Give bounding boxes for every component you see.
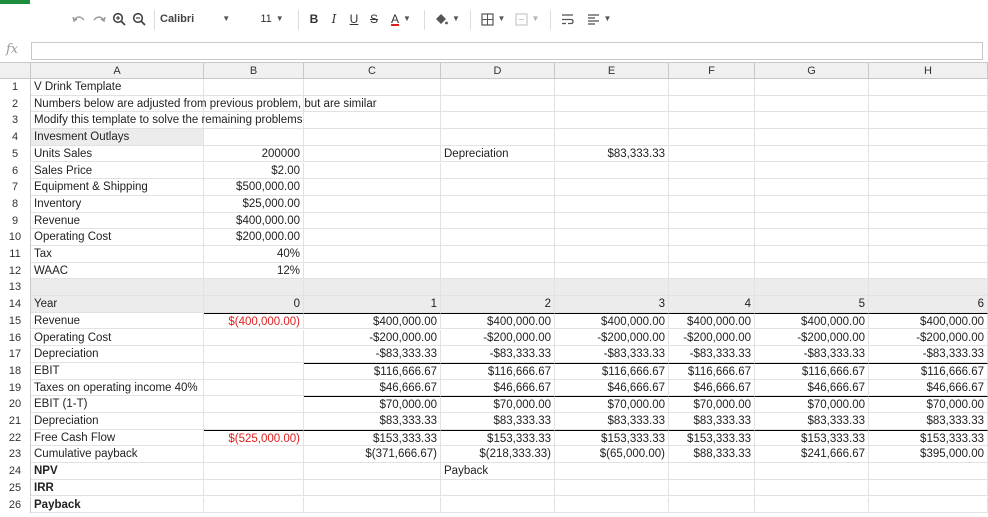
cell-h15[interactable]: $400,000.00 [869,313,988,330]
cell-c8[interactable] [304,196,441,213]
column-header-e[interactable]: E [555,63,669,79]
cell-b4[interactable] [204,129,304,146]
cell-c25[interactable] [304,480,441,497]
cell-f7[interactable] [669,179,755,196]
formula-input[interactable] [31,42,983,60]
strikethrough-button[interactable]: S [369,12,378,26]
cell-e7[interactable] [555,179,669,196]
row-header[interactable]: 26 [0,497,31,514]
align-left-icon [587,13,600,26]
cell-b15[interactable]: $(400,000.00) [204,313,304,330]
row-header[interactable]: 16 [0,330,31,347]
cell-c3[interactable] [304,112,441,129]
cell-e10[interactable] [555,229,669,246]
cell-d19[interactable]: $46,666.67 [441,380,555,397]
row-header[interactable]: 7 [0,179,31,196]
cell-g4[interactable] [755,129,869,146]
cell-e2[interactable] [555,96,669,113]
row-header[interactable]: 9 [0,213,31,230]
cell-h12[interactable] [869,263,988,280]
cell-g25[interactable] [755,480,869,497]
cell-h11[interactable] [869,246,988,263]
cell-f3[interactable] [669,112,755,129]
cell-d16[interactable]: -$200,000.00 [441,330,555,347]
cell-h8[interactable] [869,196,988,213]
cell-c12[interactable] [304,263,441,280]
cell-g10[interactable] [755,229,869,246]
cell-f16[interactable]: -$200,000.00 [669,330,755,347]
cell-e17[interactable]: -$83,333.33 [555,346,669,363]
cell-g19[interactable]: $46,666.67 [755,380,869,397]
cell-c11[interactable] [304,246,441,263]
cell-h16[interactable]: -$200,000.00 [869,330,988,347]
cell-h3[interactable] [869,112,988,129]
column-header-h[interactable]: H [869,63,988,79]
cell-g5[interactable] [755,146,869,163]
align-button[interactable] [584,8,614,30]
cell-d6[interactable] [441,163,555,180]
cell-b10[interactable]: $200,000.00 [204,229,304,246]
cell-h1[interactable] [869,79,988,96]
cell-b25[interactable] [204,480,304,497]
cell-a3[interactable]: Modify this template to solve the remaining problems [31,112,204,129]
cell-b1[interactable] [204,79,304,96]
cell-f21[interactable]: $83,333.33 [669,413,755,430]
toolbar-divider [424,10,425,30]
row-header[interactable]: 19 [0,380,31,397]
cell-d17[interactable]: -$83,333.33 [441,346,555,363]
cell-g23[interactable]: $241,666.67 [755,446,869,463]
cell-d25[interactable] [441,480,555,497]
cell-d26[interactable] [441,497,555,514]
cell-f25[interactable] [669,480,755,497]
cell-g2[interactable] [755,96,869,113]
redo-icon[interactable] [90,8,108,30]
cell-b3[interactable] [204,112,304,129]
row-header[interactable]: 15 [0,313,31,330]
cell-f10[interactable] [669,229,755,246]
cell-e15[interactable]: $400,000.00 [555,313,669,330]
row-header[interactable]: 20 [0,396,31,413]
cell-e26[interactable] [555,497,669,514]
cell-c1[interactable] [304,79,441,96]
cell-d21[interactable]: $83,333.33 [441,413,555,430]
row-header[interactable]: 14 [0,296,31,313]
cell-b19[interactable] [204,380,304,397]
cell-e22[interactable]: $153,333.33 [555,430,669,447]
cell-a7[interactable]: Equipment & Shipping [31,179,204,196]
cell-h5[interactable] [869,146,988,163]
cell-f22[interactable]: $153,333.33 [669,430,755,447]
cell-a8[interactable]: Inventory [31,196,204,213]
cell-f18[interactable]: $116,666.67 [669,363,755,380]
cell-d4[interactable] [441,129,555,146]
cell-d3[interactable] [441,112,555,129]
cell-c18[interactable]: $116,666.67 [304,363,441,380]
cell-c4[interactable] [304,129,441,146]
cell-e11[interactable] [555,246,669,263]
column-header-c[interactable]: C [304,63,441,79]
cell-c22[interactable]: $153,333.33 [304,430,441,447]
cell-e14[interactable]: 3 [555,296,669,313]
cell-e25[interactable] [555,480,669,497]
cell-f15[interactable]: $400,000.00 [669,313,755,330]
cell-c9[interactable] [304,213,441,230]
cell-a22[interactable]: Free Cash Flow [31,430,204,447]
toolbar [0,0,988,41]
cell-g13[interactable] [755,279,869,296]
chevron-down-icon: ▼ [275,14,284,23]
paint-bucket-icon [434,12,448,26]
cell-h23[interactable]: $395,000.00 [869,446,988,463]
cell-c20[interactable]: $70,000.00 [304,396,441,413]
chevron-down-icon: ▼ [603,14,612,23]
cell-b23[interactable] [204,446,304,463]
cell-f11[interactable] [669,246,755,263]
cell-a24[interactable]: NPV [31,463,204,480]
toolbar-divider [154,10,155,30]
cell-g8[interactable] [755,196,869,213]
cell-c23[interactable]: $(371,666.67) [304,446,441,463]
cell-h25[interactable] [869,480,988,497]
cell-g15[interactable]: $400,000.00 [755,313,869,330]
wrap-text-button[interactable] [558,8,576,30]
cell-d9[interactable] [441,213,555,230]
cell-h9[interactable] [869,213,988,230]
merge-icon [515,13,528,26]
cell-g3[interactable] [755,112,869,129]
cell-a17[interactable]: Depreciation [31,346,204,363]
cell-b5[interactable]: 200000 [204,146,304,163]
cell-a4[interactable]: Invesment Outlays [31,129,204,146]
cell-h17[interactable]: -$83,333.33 [869,346,988,363]
cell-h13[interactable] [869,279,988,296]
cell-h19[interactable]: $46,666.67 [869,380,988,397]
cell-e3[interactable] [555,112,669,129]
column-header-d[interactable]: D [441,63,555,79]
cell-c26[interactable] [304,497,441,514]
cell-e23[interactable]: $(65,000.00) [555,446,669,463]
row-header[interactable]: 17 [0,346,31,363]
cell-f26[interactable] [669,497,755,514]
cell-c16[interactable]: -$200,000.00 [304,330,441,347]
font-color-icon: A [391,12,400,26]
cell-f17[interactable]: -$83,333.33 [669,346,755,363]
cell-d10[interactable] [441,229,555,246]
cell-a18[interactable]: EBIT [31,363,204,380]
borders-icon [481,13,494,26]
cell-e20[interactable]: $70,000.00 [555,396,669,413]
row-header[interactable]: 18 [0,363,31,380]
cell-b20[interactable] [204,396,304,413]
cell-e9[interactable] [555,213,669,230]
cell-a15[interactable]: Revenue [31,313,204,330]
cell-e19[interactable]: $46,666.67 [555,380,669,397]
cell-e1[interactable] [555,79,669,96]
cell-h2[interactable] [869,96,988,113]
row-header[interactable]: 22 [0,430,31,447]
cell-d12[interactable] [441,263,555,280]
cell-e6[interactable] [555,163,669,180]
cell-h7[interactable] [869,179,988,196]
bold-button[interactable]: B [309,12,319,26]
toolbar-divider [470,10,471,30]
cell-a25[interactable]: IRR [31,480,204,497]
cell-a16[interactable]: Operating Cost [31,330,204,347]
cell-g21[interactable]: $83,333.33 [755,413,869,430]
cell-f23[interactable]: $88,333.33 [669,446,755,463]
toolbar-divider [298,10,299,30]
chevron-down-icon: ▼ [403,14,411,23]
row-header[interactable]: 24 [0,463,31,480]
cell-d5[interactable]: Depreciation [441,146,555,163]
row-header[interactable]: 6 [0,163,31,180]
borders-button[interactable] [478,8,508,30]
row-header[interactable]: 3 [0,112,31,129]
cell-b18[interactable] [204,363,304,380]
cell-b24[interactable] [204,463,304,480]
cell-g20[interactable]: $70,000.00 [755,396,869,413]
column-header-a[interactable]: A [31,63,204,79]
cell-f19[interactable]: $46,666.67 [669,380,755,397]
cell-b8[interactable]: $25,000.00 [204,196,304,213]
cell-a23[interactable]: Cumulative payback [31,446,204,463]
cell-b14[interactable]: 0 [204,296,304,313]
cell-b7[interactable]: $500,000.00 [204,179,304,196]
cell-b17[interactable] [204,346,304,363]
cell-d7[interactable] [441,179,555,196]
cell-d18[interactable]: $116,666.67 [441,363,555,380]
chevron-down-icon: ▼ [531,14,540,23]
cell-g1[interactable] [755,79,869,96]
cell-d24[interactable]: Payback [441,463,555,480]
select-all-corner[interactable] [0,63,31,79]
cell-g11[interactable] [755,246,869,263]
cell-c19[interactable]: $46,666.67 [304,380,441,397]
cell-c14[interactable]: 1 [304,296,441,313]
cell-a21[interactable]: Depreciation [31,413,204,430]
cell-a6[interactable]: Sales Price [31,163,204,180]
cell-h14[interactable]: 6 [869,296,988,313]
cell-h18[interactable]: $116,666.67 [869,363,988,380]
cell-a11[interactable]: Tax [31,246,204,263]
formula-bar [0,40,988,63]
cell-d15[interactable]: $400,000.00 [441,313,555,330]
cell-b16[interactable] [204,330,304,347]
underline-button[interactable]: U [349,12,359,26]
chevron-down-icon: ▼ [222,14,231,23]
cell-b9[interactable]: $400,000.00 [204,213,304,230]
cell-f24[interactable] [669,463,755,480]
cell-h10[interactable] [869,229,988,246]
chevron-down-icon: ▼ [452,14,460,23]
zoom-in-icon[interactable] [110,8,128,30]
cell-a14[interactable]: Year [31,296,204,313]
cell-g18[interactable]: $116,666.67 [755,363,869,380]
merge-cells-button[interactable] [512,8,542,30]
cell-d13[interactable] [441,279,555,296]
cell-f8[interactable] [669,196,755,213]
cell-g26[interactable] [755,497,869,514]
cell-f13[interactable] [669,279,755,296]
cell-f5[interactable] [669,146,755,163]
cell-b21[interactable] [204,413,304,430]
font-name-value: Calibri [160,13,195,25]
cell-e13[interactable] [555,279,669,296]
cell-d1[interactable] [441,79,555,96]
cell-c7[interactable] [304,179,441,196]
cell-g22[interactable]: $153,333.33 [755,430,869,447]
cell-g9[interactable] [755,213,869,230]
cell-c24[interactable] [304,463,441,480]
cell-b26[interactable] [204,497,304,514]
row-header[interactable]: 5 [0,146,31,163]
cell-e12[interactable] [555,263,669,280]
toolbar-divider [550,10,551,30]
cell-a2[interactable]: Numbers below are adjusted from previous problem, but are similar [31,96,204,113]
row-header[interactable]: 2 [0,96,31,113]
cell-d8[interactable] [441,196,555,213]
cell-g12[interactable] [755,263,869,280]
cell-c2[interactable] [304,96,441,113]
italic-button[interactable]: I [331,12,337,26]
cell-b22[interactable]: $(525,000.00) [204,430,304,447]
cell-b13[interactable] [204,279,304,296]
cell-e18[interactable]: $116,666.67 [555,363,669,380]
zoom-out-icon[interactable] [130,8,148,30]
cell-e8[interactable] [555,196,669,213]
cell-c5[interactable] [304,146,441,163]
cell-d14[interactable]: 2 [441,296,555,313]
cell-h21[interactable]: $83,333.33 [869,413,988,430]
column-header-g[interactable]: G [755,63,869,79]
cell-a5[interactable]: Units Sales [31,146,204,163]
cell-f9[interactable] [669,213,755,230]
font-size-value: 11 [260,13,272,25]
cell-d11[interactable] [441,246,555,263]
row-header[interactable]: 10 [0,229,31,246]
cell-d20[interactable]: $70,000.00 [441,396,555,413]
cell-c6[interactable] [304,163,441,180]
row-header[interactable]: 23 [0,446,31,463]
column-header-b[interactable]: B [204,63,304,79]
row-header[interactable]: 12 [0,263,31,280]
cell-c15[interactable]: $400,000.00 [304,313,441,330]
cell-e16[interactable]: -$200,000.00 [555,330,669,347]
cell-e5[interactable]: $83,333.33 [555,146,669,163]
cell-h6[interactable] [869,163,988,180]
chevron-down-icon: ▼ [497,14,506,23]
cell-f12[interactable] [669,263,755,280]
row-header[interactable]: 13 [0,279,31,296]
cell-a12[interactable]: WAAC [31,263,204,280]
column-header-f[interactable]: F [669,63,755,79]
cell-g16[interactable]: -$200,000.00 [755,330,869,347]
cell-h22[interactable]: $153,333.33 [869,430,988,447]
row-header[interactable]: 1 [0,79,31,96]
cell-e4[interactable] [555,129,669,146]
fill-color-button[interactable] [432,8,462,30]
cell-g24[interactable] [755,463,869,480]
cell-g6[interactable] [755,163,869,180]
cell-f20[interactable]: $70,000.00 [669,396,755,413]
cell-c10[interactable] [304,229,441,246]
cell-a13[interactable] [31,279,204,296]
row-header[interactable]: 25 [0,480,31,497]
cell-a10[interactable]: Operating Cost [31,229,204,246]
cell-h4[interactable] [869,129,988,146]
cell-e24[interactable] [555,463,669,480]
cell-h20[interactable]: $70,000.00 [869,396,988,413]
wrap-text-icon [561,13,574,26]
app-accent-bar [0,0,30,4]
function-icon: fx [6,42,19,57]
row-header[interactable]: 4 [0,129,31,146]
cell-c13[interactable] [304,279,441,296]
cell-d22[interactable]: $153,333.33 [441,430,555,447]
cell-a1[interactable]: V Drink Template [31,79,204,96]
cell-f4[interactable] [669,129,755,146]
font-size-select[interactable] [252,8,292,30]
cell-h26[interactable] [869,497,988,514]
cell-f14[interactable]: 4 [669,296,755,313]
cell-a19[interactable]: Taxes on operating income 40% [31,380,204,397]
row-header[interactable]: 8 [0,196,31,213]
undo-icon[interactable] [70,8,88,30]
cell-c17[interactable]: -$83,333.33 [304,346,441,363]
cell-b2[interactable] [204,96,304,113]
cell-b12[interactable]: 12% [204,263,304,280]
cell-b6[interactable]: $2.00 [204,163,304,180]
row-header[interactable]: 21 [0,413,31,430]
cell-c21[interactable]: $83,333.33 [304,413,441,430]
font-color-button[interactable] [386,8,416,30]
cell-f6[interactable] [669,163,755,180]
cell-e21[interactable]: $83,333.33 [555,413,669,430]
cell-f1[interactable] [669,79,755,96]
cell-g14[interactable]: 5 [755,296,869,313]
cell-b11[interactable]: 40% [204,246,304,263]
cell-a26[interactable]: Payback [31,497,204,514]
row-header[interactable]: 11 [0,246,31,263]
cell-d23[interactable]: $(218,333.33) [441,446,555,463]
cell-f2[interactable] [669,96,755,113]
cell-h24[interactable] [869,463,988,480]
cell-g7[interactable] [755,179,869,196]
font-name-select[interactable] [160,8,240,30]
cell-a9[interactable]: Revenue [31,213,204,230]
cell-a20[interactable]: EBIT (1-T) [31,396,204,413]
cell-g17[interactable]: -$83,333.33 [755,346,869,363]
cell-d2[interactable] [441,96,555,113]
